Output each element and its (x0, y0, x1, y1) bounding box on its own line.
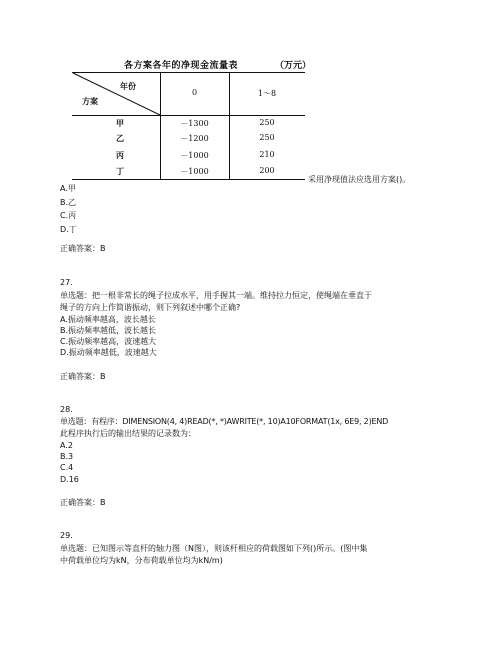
table-row-name: 甲 (116, 118, 124, 128)
table-row-name: 丁 (116, 166, 124, 176)
question-number: 29. (60, 531, 73, 540)
table-cell: －1000 (180, 167, 209, 176)
option-d: D.丁 (60, 225, 77, 234)
table-col-header: 0 (191, 88, 198, 97)
table-corner-diagonal (72, 72, 161, 116)
option-d: D.振动频率越低，波速越大 (60, 348, 157, 357)
question-stem: 中荷载单位均为kN，分布荷载单位均为kN/m) (60, 556, 223, 565)
question-number: 28. (60, 405, 73, 414)
question-stem: 单选题：把一根非常长的绳子拉成水平，用手握其一端。维持拉力恒定，使绳端在垂直于 (60, 291, 372, 300)
option-c: C.振动频率越高，波速越大 (60, 337, 157, 346)
option-a: A.2 (60, 441, 73, 450)
option-d: D.16 (60, 475, 79, 484)
table-row-name: 乙 (116, 133, 124, 143)
question-stem: 此程序执行后的输出结果的记录数为： (60, 429, 196, 438)
table-title: 各方案各年的净现金流量表 (124, 61, 239, 71)
option-a: A.振动频率越高，波长越长 (60, 315, 156, 324)
question-stem: 单选题：有程序：DIMENSION(4, 4)READ(*, *)AWRITE(*, 10)A10FORMAT(1x, 6E9, 2)END (60, 417, 389, 426)
option-b: B.振动频率越低，波长越长 (60, 326, 157, 335)
table-cell: 250 (259, 133, 275, 142)
option-b: B.3 (60, 452, 74, 461)
question-stem: 绳子的方向上作简谐振动，则下列叙述中哪个正确? (60, 303, 241, 312)
table-corner-year: 年份 (120, 81, 136, 91)
option-a: A.甲 (60, 184, 76, 193)
answer-line: 正确答案：B (60, 372, 106, 381)
answer-line: 正确答案：B (60, 498, 106, 507)
answer-line: 正确答案：B (60, 244, 106, 253)
table-unit: （万元） (275, 61, 312, 71)
option-c: C.4 (60, 463, 74, 472)
table-col-header: 1～8 (257, 89, 277, 98)
table-cell: 200 (259, 166, 275, 175)
table-row-name: 丙 (116, 150, 124, 160)
question-stem: 单选题：已知图示等直杆的轴力图（N图），则该杆相应的荷载图如下列()所示。(图中集 (60, 544, 368, 553)
table-bottom-rule (72, 179, 305, 180)
table-corner-plan: 方案 (82, 96, 98, 106)
table-cell: －1000 (180, 151, 209, 160)
table-cell: 210 (259, 150, 275, 159)
table-cell: 250 (259, 118, 275, 127)
option-c: C.丙 (60, 211, 77, 220)
question-number: 27. (60, 278, 73, 287)
table-cell: －1300 (180, 119, 209, 128)
table-cell: －1200 (180, 134, 209, 143)
option-b: B.乙 (60, 198, 77, 207)
question-tail: 采用净现值法应选用方案()。 (308, 175, 411, 184)
